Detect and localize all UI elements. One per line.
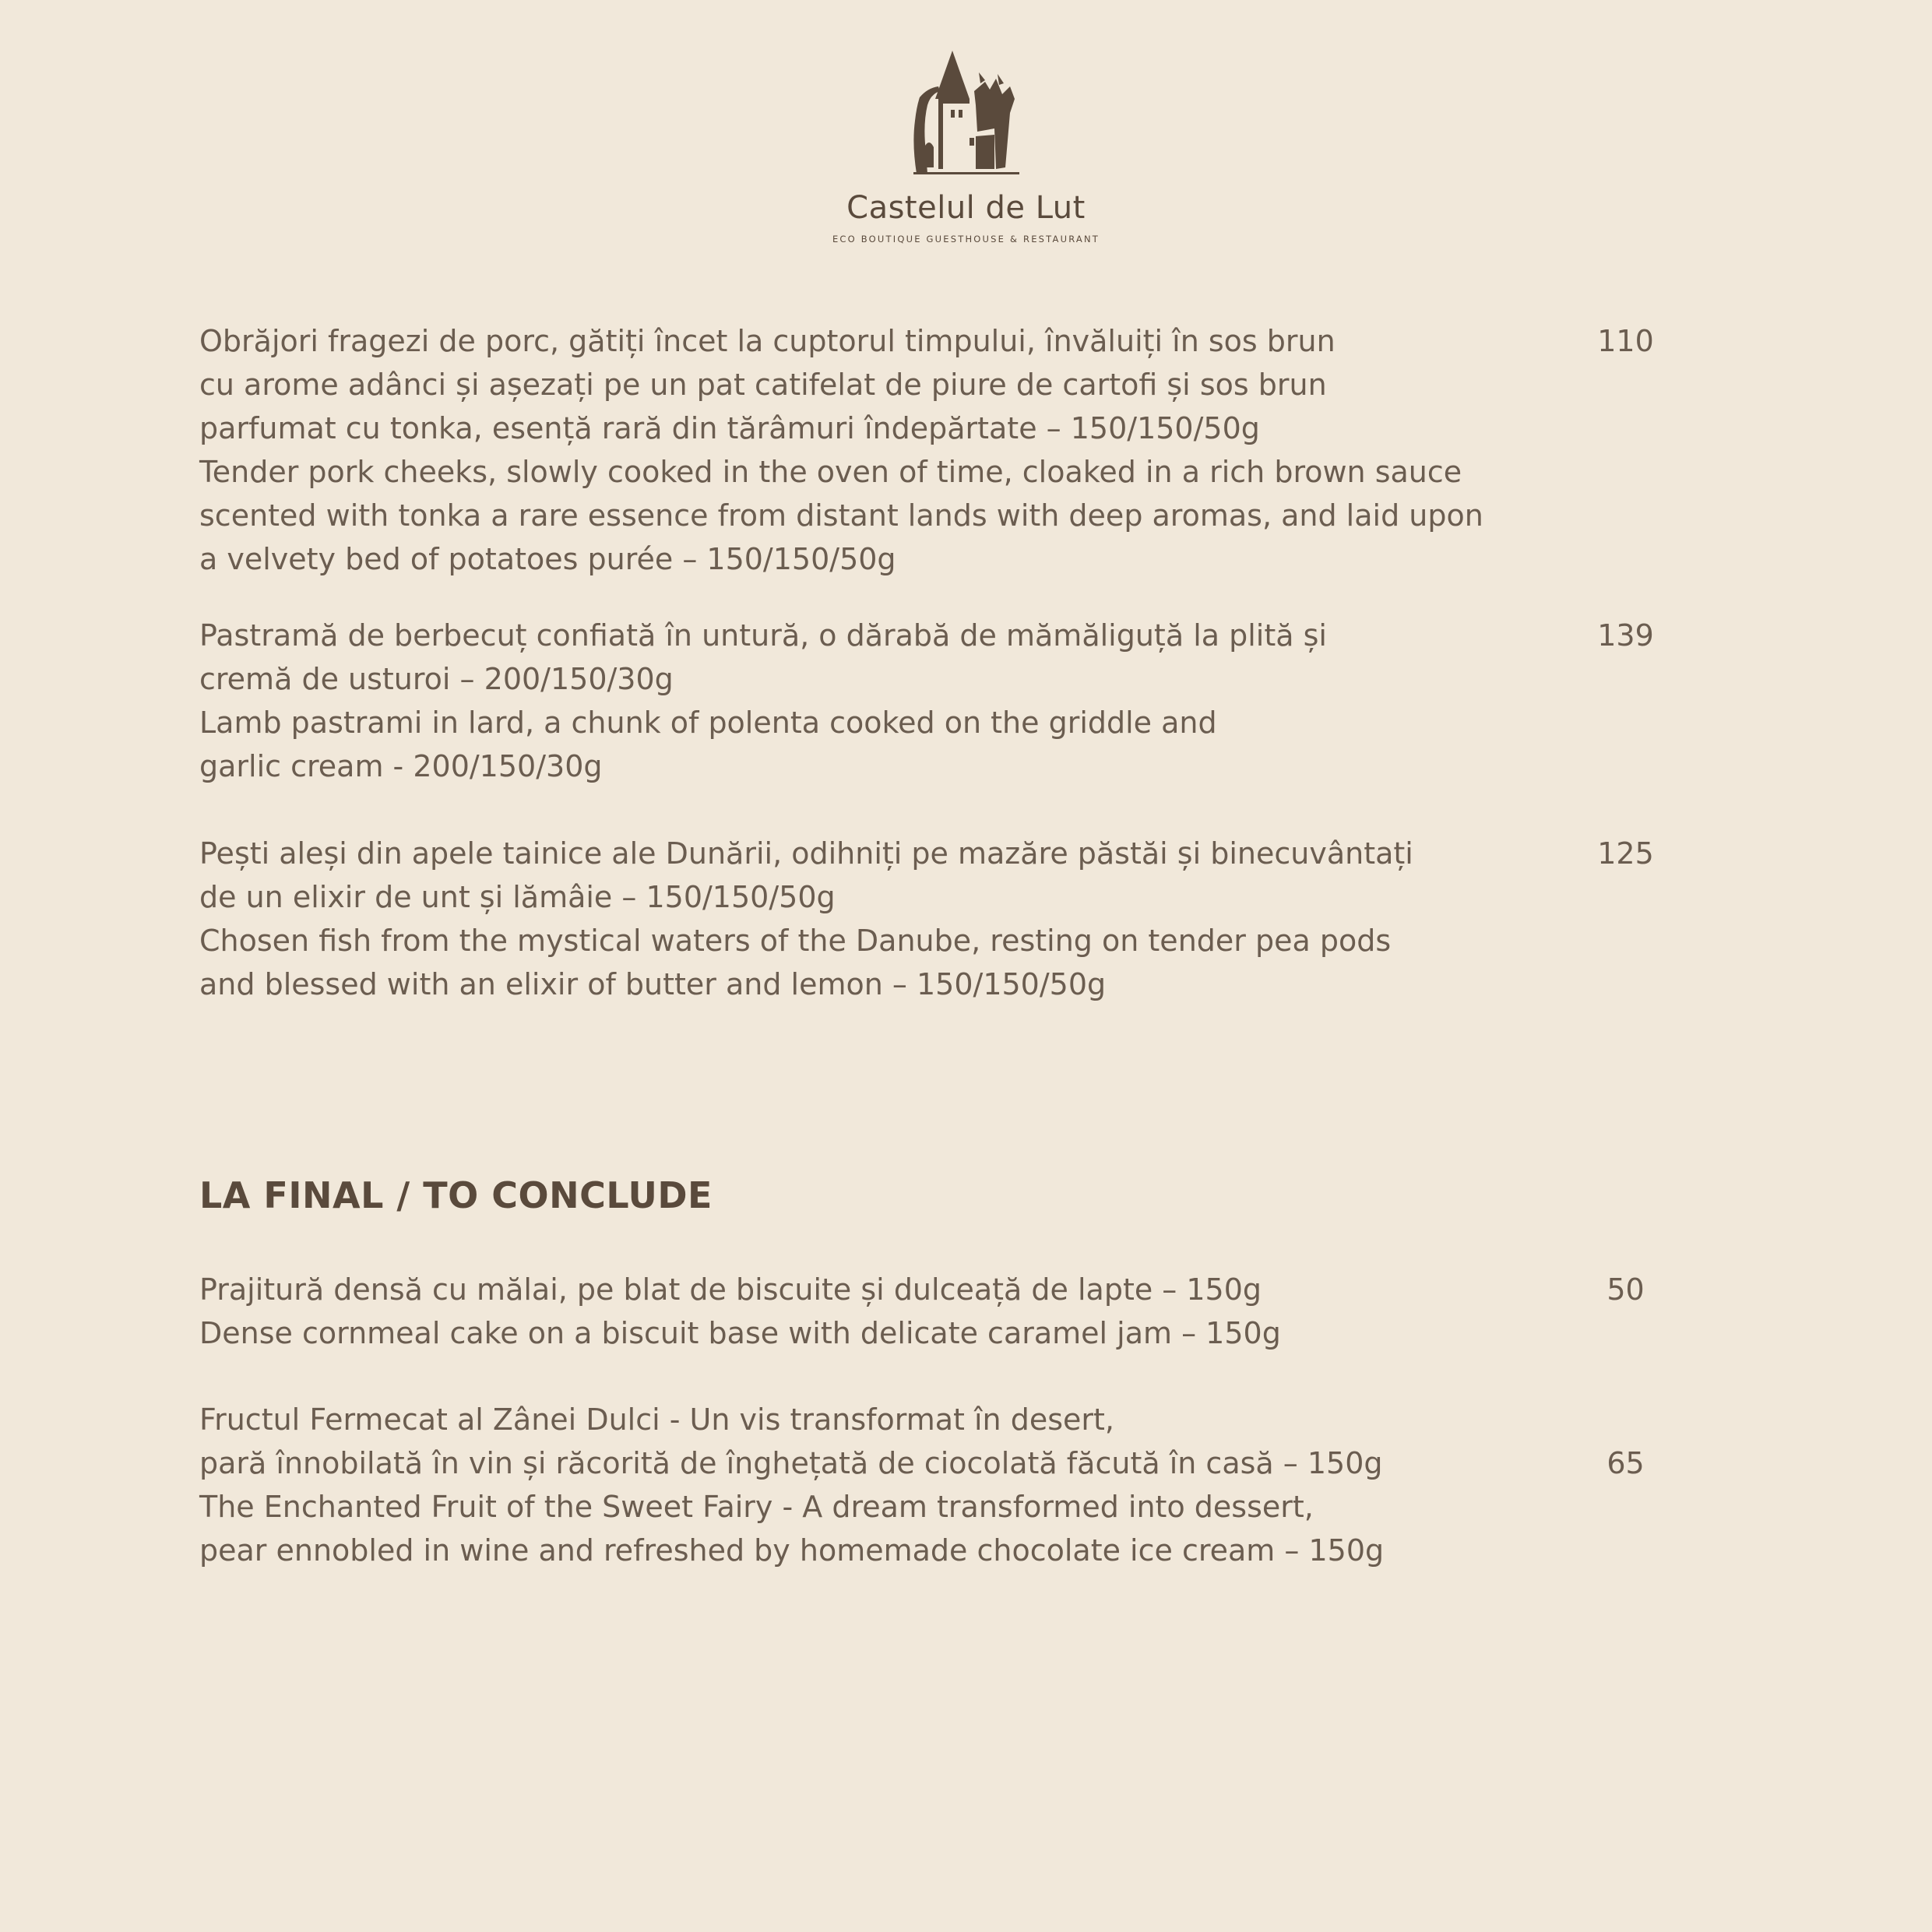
item-price: 125 (1597, 836, 1654, 871)
item-description-line: Dense cornmeal cake on a biscuit base with delicate caramel jam – 150g (199, 1316, 1281, 1350)
item-description-line: Pastramă de berbecuț confiată în untură, o dărabă de mămăliguță la plită și (199, 618, 1327, 653)
item-description-line: Prajitură densă cu mălai, pe blat de biscuite și dulceață de lapte – 150g (199, 1272, 1262, 1307)
menu-item-pork-cheeks (199, 319, 1523, 581)
item-description-line: parfumat cu tonka, esență rară din tărâmuri îndepărtate – 150/150/50g (199, 411, 1260, 445)
item-description-line: Lamb pastrami in lard, a chunk of polenta cooked on the griddle and (199, 706, 1217, 740)
section-title-desserts: LA FINAL / TO CONCLUDE (199, 1174, 713, 1216)
menu-item-lamb-pastrami (199, 614, 1523, 788)
item-description-line: pară înnobilată în vin și răcorită de înghețată de ciocolată făcută în casă – 150g (199, 1446, 1383, 1480)
item-description-line: de un elixir de unt și lămâie – 150/150/50g (199, 880, 836, 914)
item-description-line: scented with tonka a rare essence from distant lands with deep aromas, and laid upon (199, 498, 1483, 533)
item-price: 139 (1597, 618, 1654, 653)
item-price: 50 (1606, 1272, 1645, 1307)
menu-item-cornmeal-cake (199, 1268, 1523, 1355)
menu-item-danube-fish (199, 832, 1523, 1006)
item-description-line: Fructul Fermecat al Zânei Dulci - Un vis transformat în desert, (199, 1402, 1114, 1437)
item-description-line: and blessed with an elixir of butter and lemon – 150/150/50g (199, 967, 1107, 1001)
item-description-line: The Enchanted Fruit of the Sweet Fairy - A dream transformed into dessert, (199, 1490, 1314, 1524)
castle-icon (904, 51, 1029, 179)
item-description-line: Tender pork cheeks, slowly cooked in the oven of time, cloaked in a rich brown sauce (199, 455, 1462, 489)
menu-item-enchanted-fruit (199, 1398, 1523, 1572)
item-description-line: cremă de usturoi – 200/150/30g (199, 662, 674, 696)
item-description-line: pear ennobled in wine and refreshed by homemade chocolate ice cream – 150g (199, 1533, 1385, 1568)
brand-tagline: ECO BOUTIQUE GUESTHOUSE & RESTAURANT (832, 234, 1100, 245)
item-description-line: Pești aleși din apele tainice ale Dunării, odihniți pe mazăre păstăi și binecuvântați (199, 836, 1413, 871)
item-price: 110 (1597, 324, 1654, 358)
item-description-line: garlic cream - 200/150/30g (199, 749, 603, 783)
item-description-line: Obrăjori fragezi de porc, gătiți încet la cuptorul timpului, învăluiți în sos brun (199, 324, 1336, 358)
item-description-line: Chosen fish from the mystical waters of the Danube, resting on tender pea pods (199, 924, 1392, 958)
item-description-line: a velvety bed of potatoes purée – 150/150/50g (199, 542, 896, 576)
restaurant-logo (0, 51, 1932, 245)
item-description-line: cu arome adânci și așezați pe un pat catifelat de piure de cartofi și sos brun (199, 368, 1327, 402)
brand-name: Castelul de Lut (846, 190, 1086, 226)
item-price: 65 (1606, 1446, 1645, 1480)
